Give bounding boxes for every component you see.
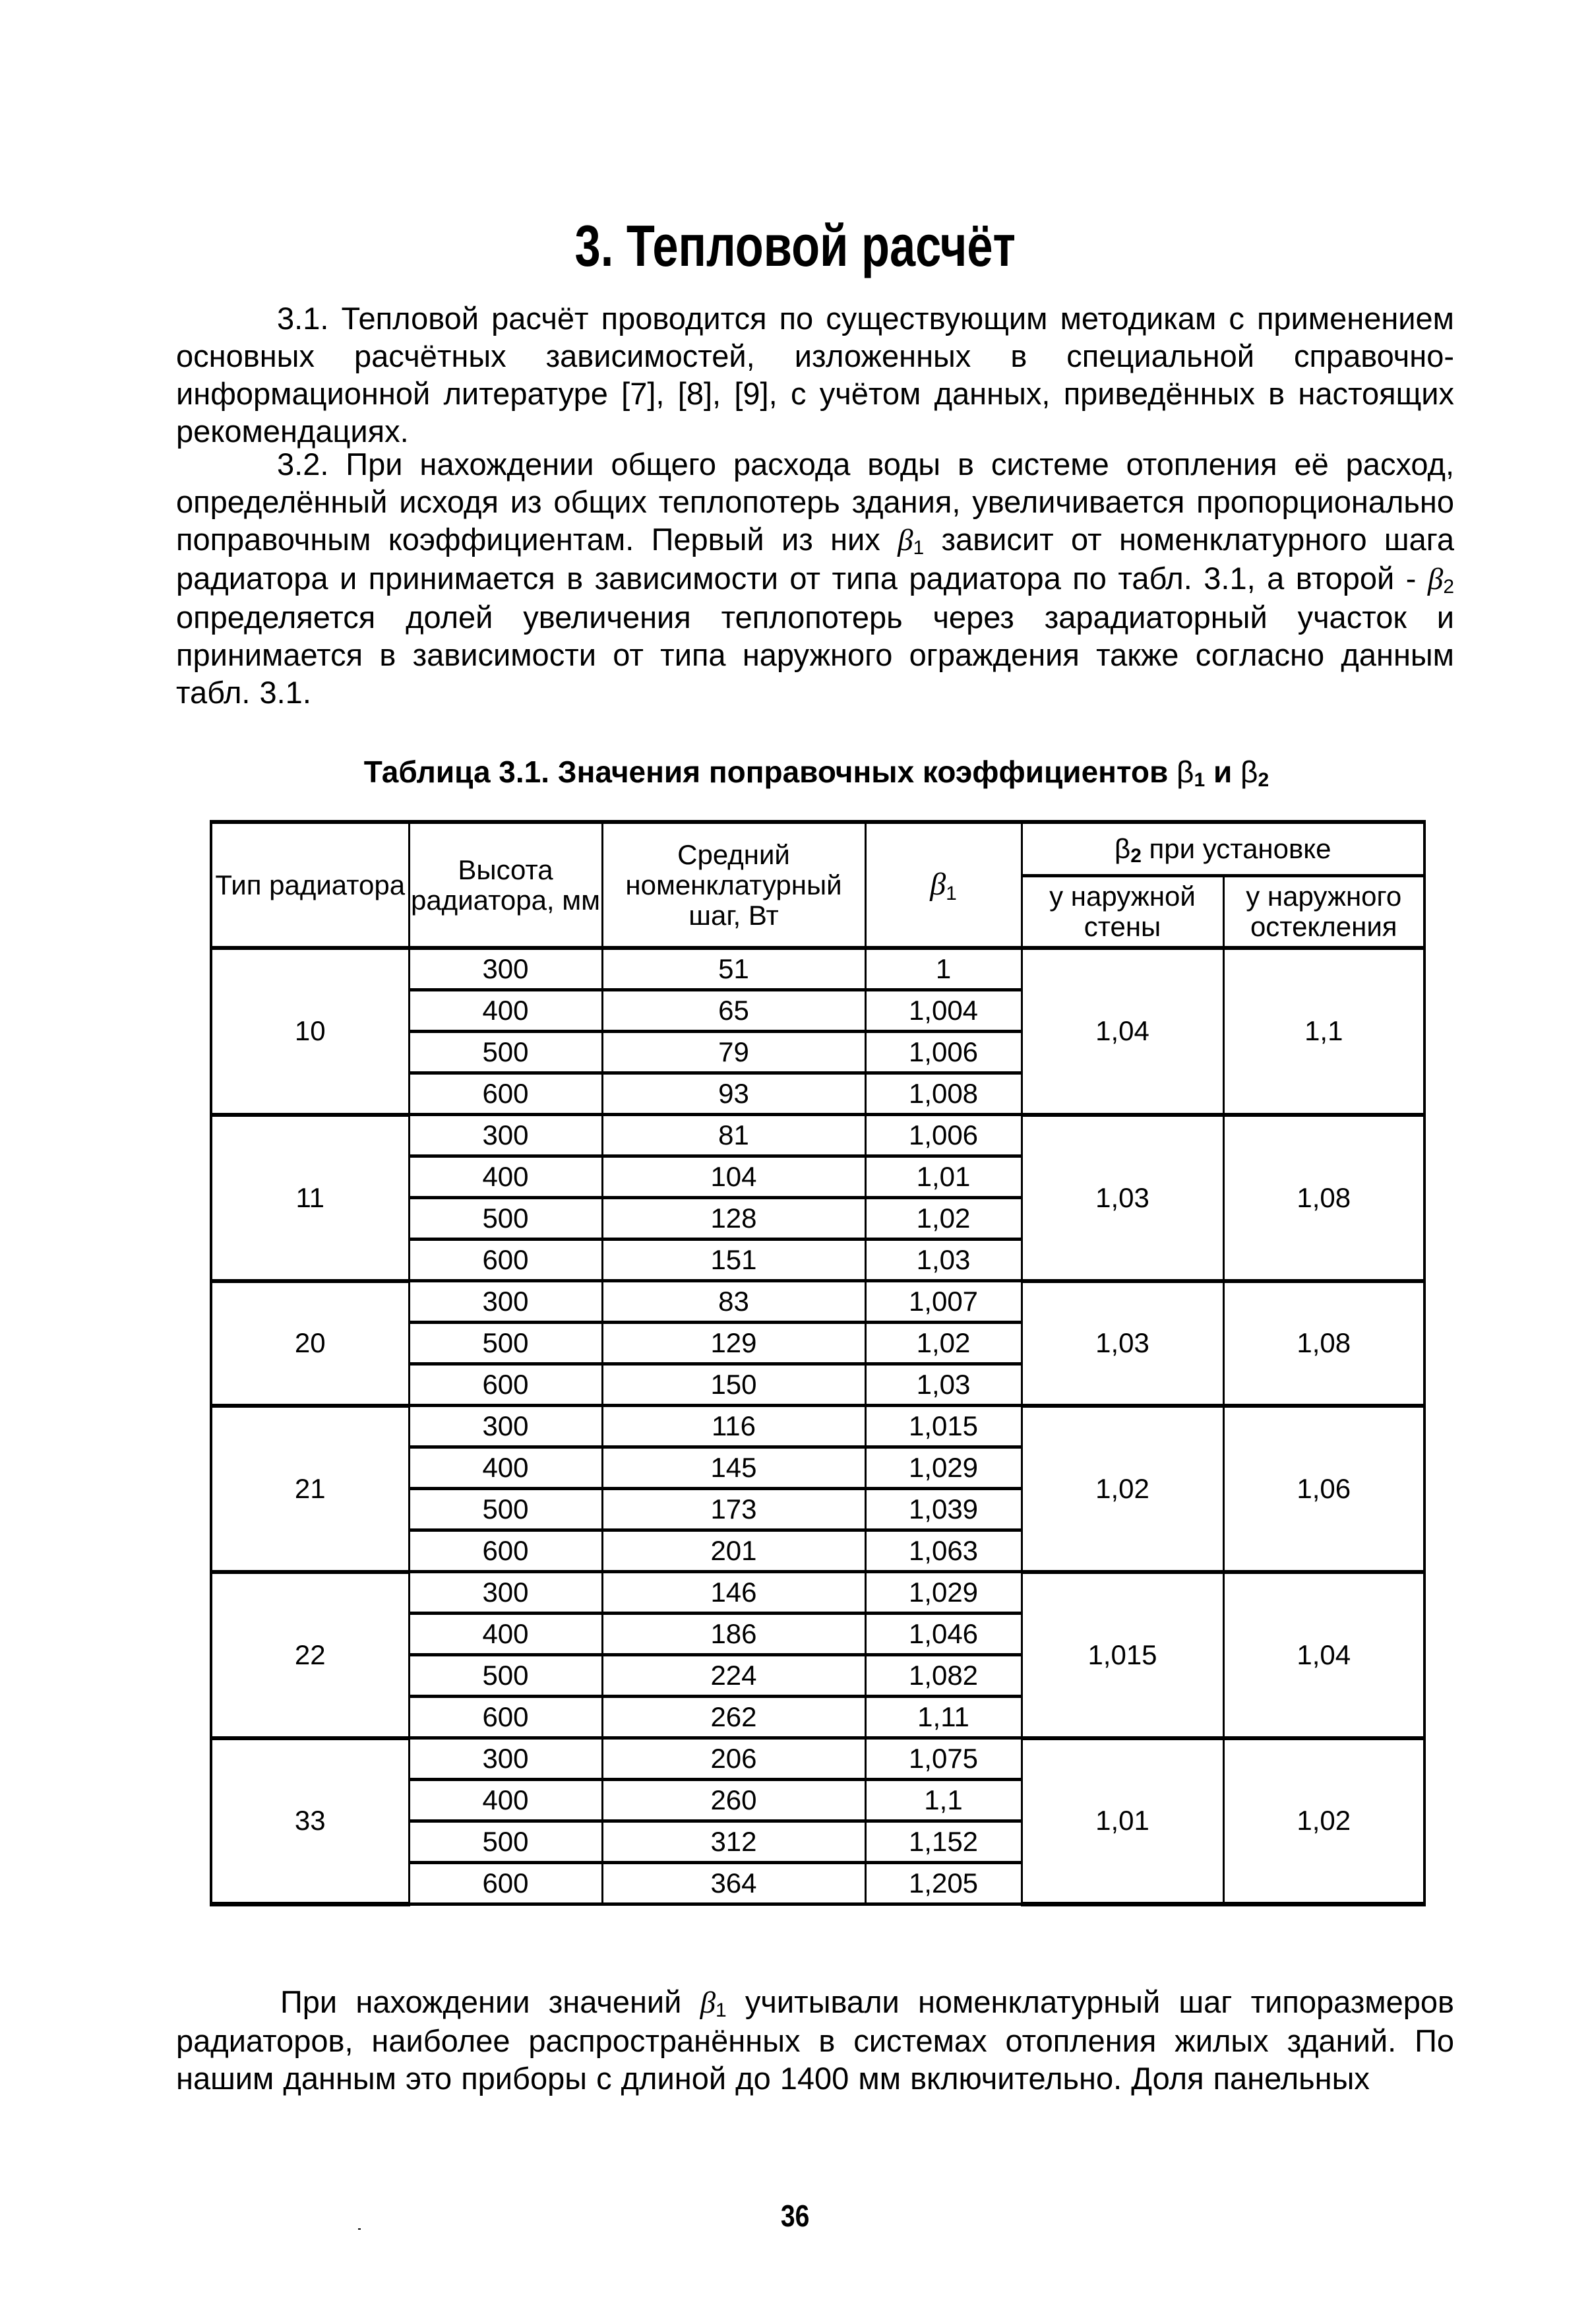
beta1-symbol: β <box>700 1986 716 2020</box>
caption-and: и <box>1205 755 1241 789</box>
paragraph-3-2-part-a: 3.2. При нахождении общего расхода воды в системе отопления её расход, определённый исходя из общих теплопотерь здания, увеличивается пропорционально поправочным коэффициентам. Первый из них <box>176 447 1454 557</box>
cell-step: 145 <box>602 1447 865 1489</box>
beta1-symbol: β <box>898 523 913 557</box>
cell-height: 500 <box>409 1032 602 1073</box>
beta-symbol: β <box>930 867 946 902</box>
coefficients-table <box>210 820 1426 1906</box>
cell-step: 51 <box>602 948 865 990</box>
beta-symbol: β <box>1115 833 1131 864</box>
scan-speck <box>358 2228 361 2230</box>
cell-step: 206 <box>602 1738 865 1780</box>
table-caption <box>210 752 1423 792</box>
header-step: Средний номенклатурный шаг, Вт <box>602 822 865 948</box>
header-beta2-group <box>1022 822 1424 876</box>
header-beta2-glass: у наружного остекления <box>1223 876 1424 949</box>
cell-beta1: 1,1 <box>865 1780 1022 1821</box>
beta1-subscript: 1 <box>716 1999 727 2021</box>
cell-step: 116 <box>602 1406 865 1447</box>
cell-beta2-glass: 1,08 <box>1223 1115 1424 1281</box>
cell-height: 400 <box>409 1447 602 1489</box>
cell-step: 173 <box>602 1489 865 1530</box>
cell-height: 600 <box>409 1863 602 1904</box>
header-type: Тип радиатора <box>211 822 409 948</box>
cell-radiator-type: 11 <box>211 1115 409 1281</box>
cell-beta1: 1,015 <box>865 1406 1022 1447</box>
cell-step: 262 <box>602 1697 865 1738</box>
cell-beta2-glass: 1,1 <box>1223 948 1424 1115</box>
paragraph-3-2-part-c: определяется долей увеличения теплопотерь через зарадиаторный участок и принимается в зависимости от типа наружного ограждения также согласно данным табл. 3.1. <box>176 600 1454 710</box>
cell-beta1: 1,039 <box>865 1489 1022 1530</box>
table-body <box>211 948 1424 1904</box>
cell-beta2-wall: 1,03 <box>1022 1281 1223 1406</box>
page-number <box>0 2198 1590 2234</box>
cell-step: 81 <box>602 1115 865 1156</box>
cell-beta1: 1,008 <box>865 1073 1022 1115</box>
cell-step: 364 <box>602 1863 865 1904</box>
cell-beta1: 1,02 <box>865 1198 1022 1240</box>
cell-beta1: 1,01 <box>865 1156 1022 1198</box>
cell-radiator-type: 33 <box>211 1738 409 1904</box>
caption-beta1: β <box>1177 755 1194 789</box>
cell-height: 300 <box>409 1281 602 1323</box>
cell-beta2-wall: 1,015 <box>1022 1572 1223 1738</box>
cell-step: 201 <box>602 1530 865 1572</box>
cell-beta2-glass: 1,08 <box>1223 1281 1424 1406</box>
cell-beta2-wall: 1,02 <box>1022 1406 1223 1572</box>
cell-beta2-glass: 1,04 <box>1223 1572 1424 1738</box>
cell-step: 260 <box>602 1780 865 1821</box>
table-row <box>211 1738 1424 1780</box>
paragraph-3-1: 3.1. Тепловой расчёт проводится по существующим методикам с применением основных расчётных зависимостей, изложенных в специальной справочно-информационной литературе [7], [8], [9], с учётом данных, приведённых в настоящих рекомендациях. <box>176 301 1454 449</box>
cell-height: 400 <box>409 990 602 1032</box>
cell-beta1: 1,152 <box>865 1821 1022 1863</box>
beta2-subscript: 2 <box>1443 576 1454 598</box>
beta-subscript: 1 <box>946 883 957 904</box>
cell-height: 400 <box>409 1156 602 1198</box>
cell-beta1: 1,075 <box>865 1738 1022 1780</box>
cell-height: 600 <box>409 1364 602 1406</box>
cell-height: 600 <box>409 1073 602 1115</box>
page-number-text: 36 <box>780 2199 810 2233</box>
header-beta1 <box>865 822 1022 948</box>
paragraph-bottom-part-a: При нахождении значений <box>280 1984 700 2019</box>
cell-beta2-glass: 1,02 <box>1223 1738 1424 1904</box>
header-beta2-wall: у наружной стены <box>1022 876 1223 949</box>
cell-height: 500 <box>409 1323 602 1364</box>
cell-step: 128 <box>602 1198 865 1240</box>
cell-beta1: 1,063 <box>865 1530 1022 1572</box>
cell-step: 186 <box>602 1614 865 1655</box>
cell-beta2-wall: 1,04 <box>1022 948 1223 1115</box>
cell-height: 400 <box>409 1614 602 1655</box>
cell-height: 500 <box>409 1489 602 1530</box>
cell-height: 400 <box>409 1780 602 1821</box>
cell-beta1: 1,11 <box>865 1697 1022 1738</box>
cell-step: 150 <box>602 1364 865 1406</box>
cell-beta1: 1,029 <box>865 1447 1022 1489</box>
cell-height: 500 <box>409 1655 602 1697</box>
cell-height: 600 <box>409 1530 602 1572</box>
table-row <box>211 1281 1424 1323</box>
cell-height: 300 <box>409 1738 602 1780</box>
table-row <box>211 1115 1424 1156</box>
cell-step: 83 <box>602 1281 865 1323</box>
cell-step: 65 <box>602 990 865 1032</box>
cell-height: 300 <box>409 1115 602 1156</box>
cell-height: 300 <box>409 948 602 990</box>
cell-height: 300 <box>409 1406 602 1447</box>
cell-step: 151 <box>602 1240 865 1281</box>
cell-beta1: 1,082 <box>865 1655 1022 1697</box>
cell-beta1: 1,006 <box>865 1115 1022 1156</box>
header-beta2-label: при установке <box>1141 833 1331 864</box>
cell-step: 93 <box>602 1073 865 1115</box>
table-row <box>211 948 1424 990</box>
table-caption-text: Таблица 3.1. Значения поправочных коэффициентов <box>363 755 1177 789</box>
beta2-symbol: β <box>1427 562 1444 596</box>
cell-beta1: 1,03 <box>865 1240 1022 1281</box>
header-height: Высота радиатора, мм <box>409 822 602 948</box>
cell-height: 600 <box>409 1697 602 1738</box>
beta1-subscript: 1 <box>913 537 925 559</box>
caption-beta2: β <box>1240 755 1258 789</box>
cell-step: 224 <box>602 1655 865 1697</box>
cell-height: 600 <box>409 1240 602 1281</box>
cell-beta1: 1,004 <box>865 990 1022 1032</box>
table-row <box>211 1572 1424 1614</box>
table-row <box>211 1406 1424 1447</box>
cell-radiator-type: 20 <box>211 1281 409 1406</box>
cell-radiator-type: 10 <box>211 948 409 1115</box>
cell-beta1: 1,03 <box>865 1364 1022 1406</box>
cell-step: 312 <box>602 1821 865 1863</box>
paragraph-3-2 <box>176 445 1454 711</box>
cell-step: 104 <box>602 1156 865 1198</box>
cell-beta1: 1,02 <box>865 1323 1022 1364</box>
cell-height: 500 <box>409 1821 602 1863</box>
cell-beta2-wall: 1,01 <box>1022 1738 1223 1904</box>
caption-beta2-sub: 2 <box>1258 769 1269 791</box>
cell-beta1: 1,006 <box>865 1032 1022 1073</box>
paragraph-bottom-part-b: учитывали номенклатурный шаг типоразмеров радиаторов, наиболее распространённых в системах отопления жилых зданий. По нашим данным это приборы с длиной до 1400 мм включительно. Доля панельных <box>176 1984 1454 2096</box>
paragraph-bottom <box>176 1983 1454 2097</box>
cell-beta2-wall: 1,03 <box>1022 1115 1223 1281</box>
cell-step: 129 <box>602 1323 865 1364</box>
caption-beta1-sub: 1 <box>1194 769 1206 791</box>
cell-radiator-type: 22 <box>211 1572 409 1738</box>
cell-beta1: 1,205 <box>865 1863 1022 1904</box>
section-heading-text: 3. Тепловой расчёт <box>574 213 1016 278</box>
paragraph-3-2-part-b: зависит от номенклатурного шага радиатора и принимается в зависимости от типа радиатора по табл. 3.1, а второй - <box>176 522 1454 596</box>
cell-step: 79 <box>602 1032 865 1073</box>
cell-step: 146 <box>602 1572 865 1614</box>
cell-beta1: 1 <box>865 948 1022 990</box>
cell-beta1: 1,007 <box>865 1281 1022 1323</box>
section-heading <box>0 210 1590 282</box>
cell-beta2-glass: 1,06 <box>1223 1406 1424 1572</box>
cell-height: 300 <box>409 1572 602 1614</box>
cell-beta1: 1,046 <box>865 1614 1022 1655</box>
cell-height: 500 <box>409 1198 602 1240</box>
cell-beta1: 1,029 <box>865 1572 1022 1614</box>
beta-subscript: 2 <box>1130 845 1142 867</box>
cell-radiator-type: 21 <box>211 1406 409 1572</box>
